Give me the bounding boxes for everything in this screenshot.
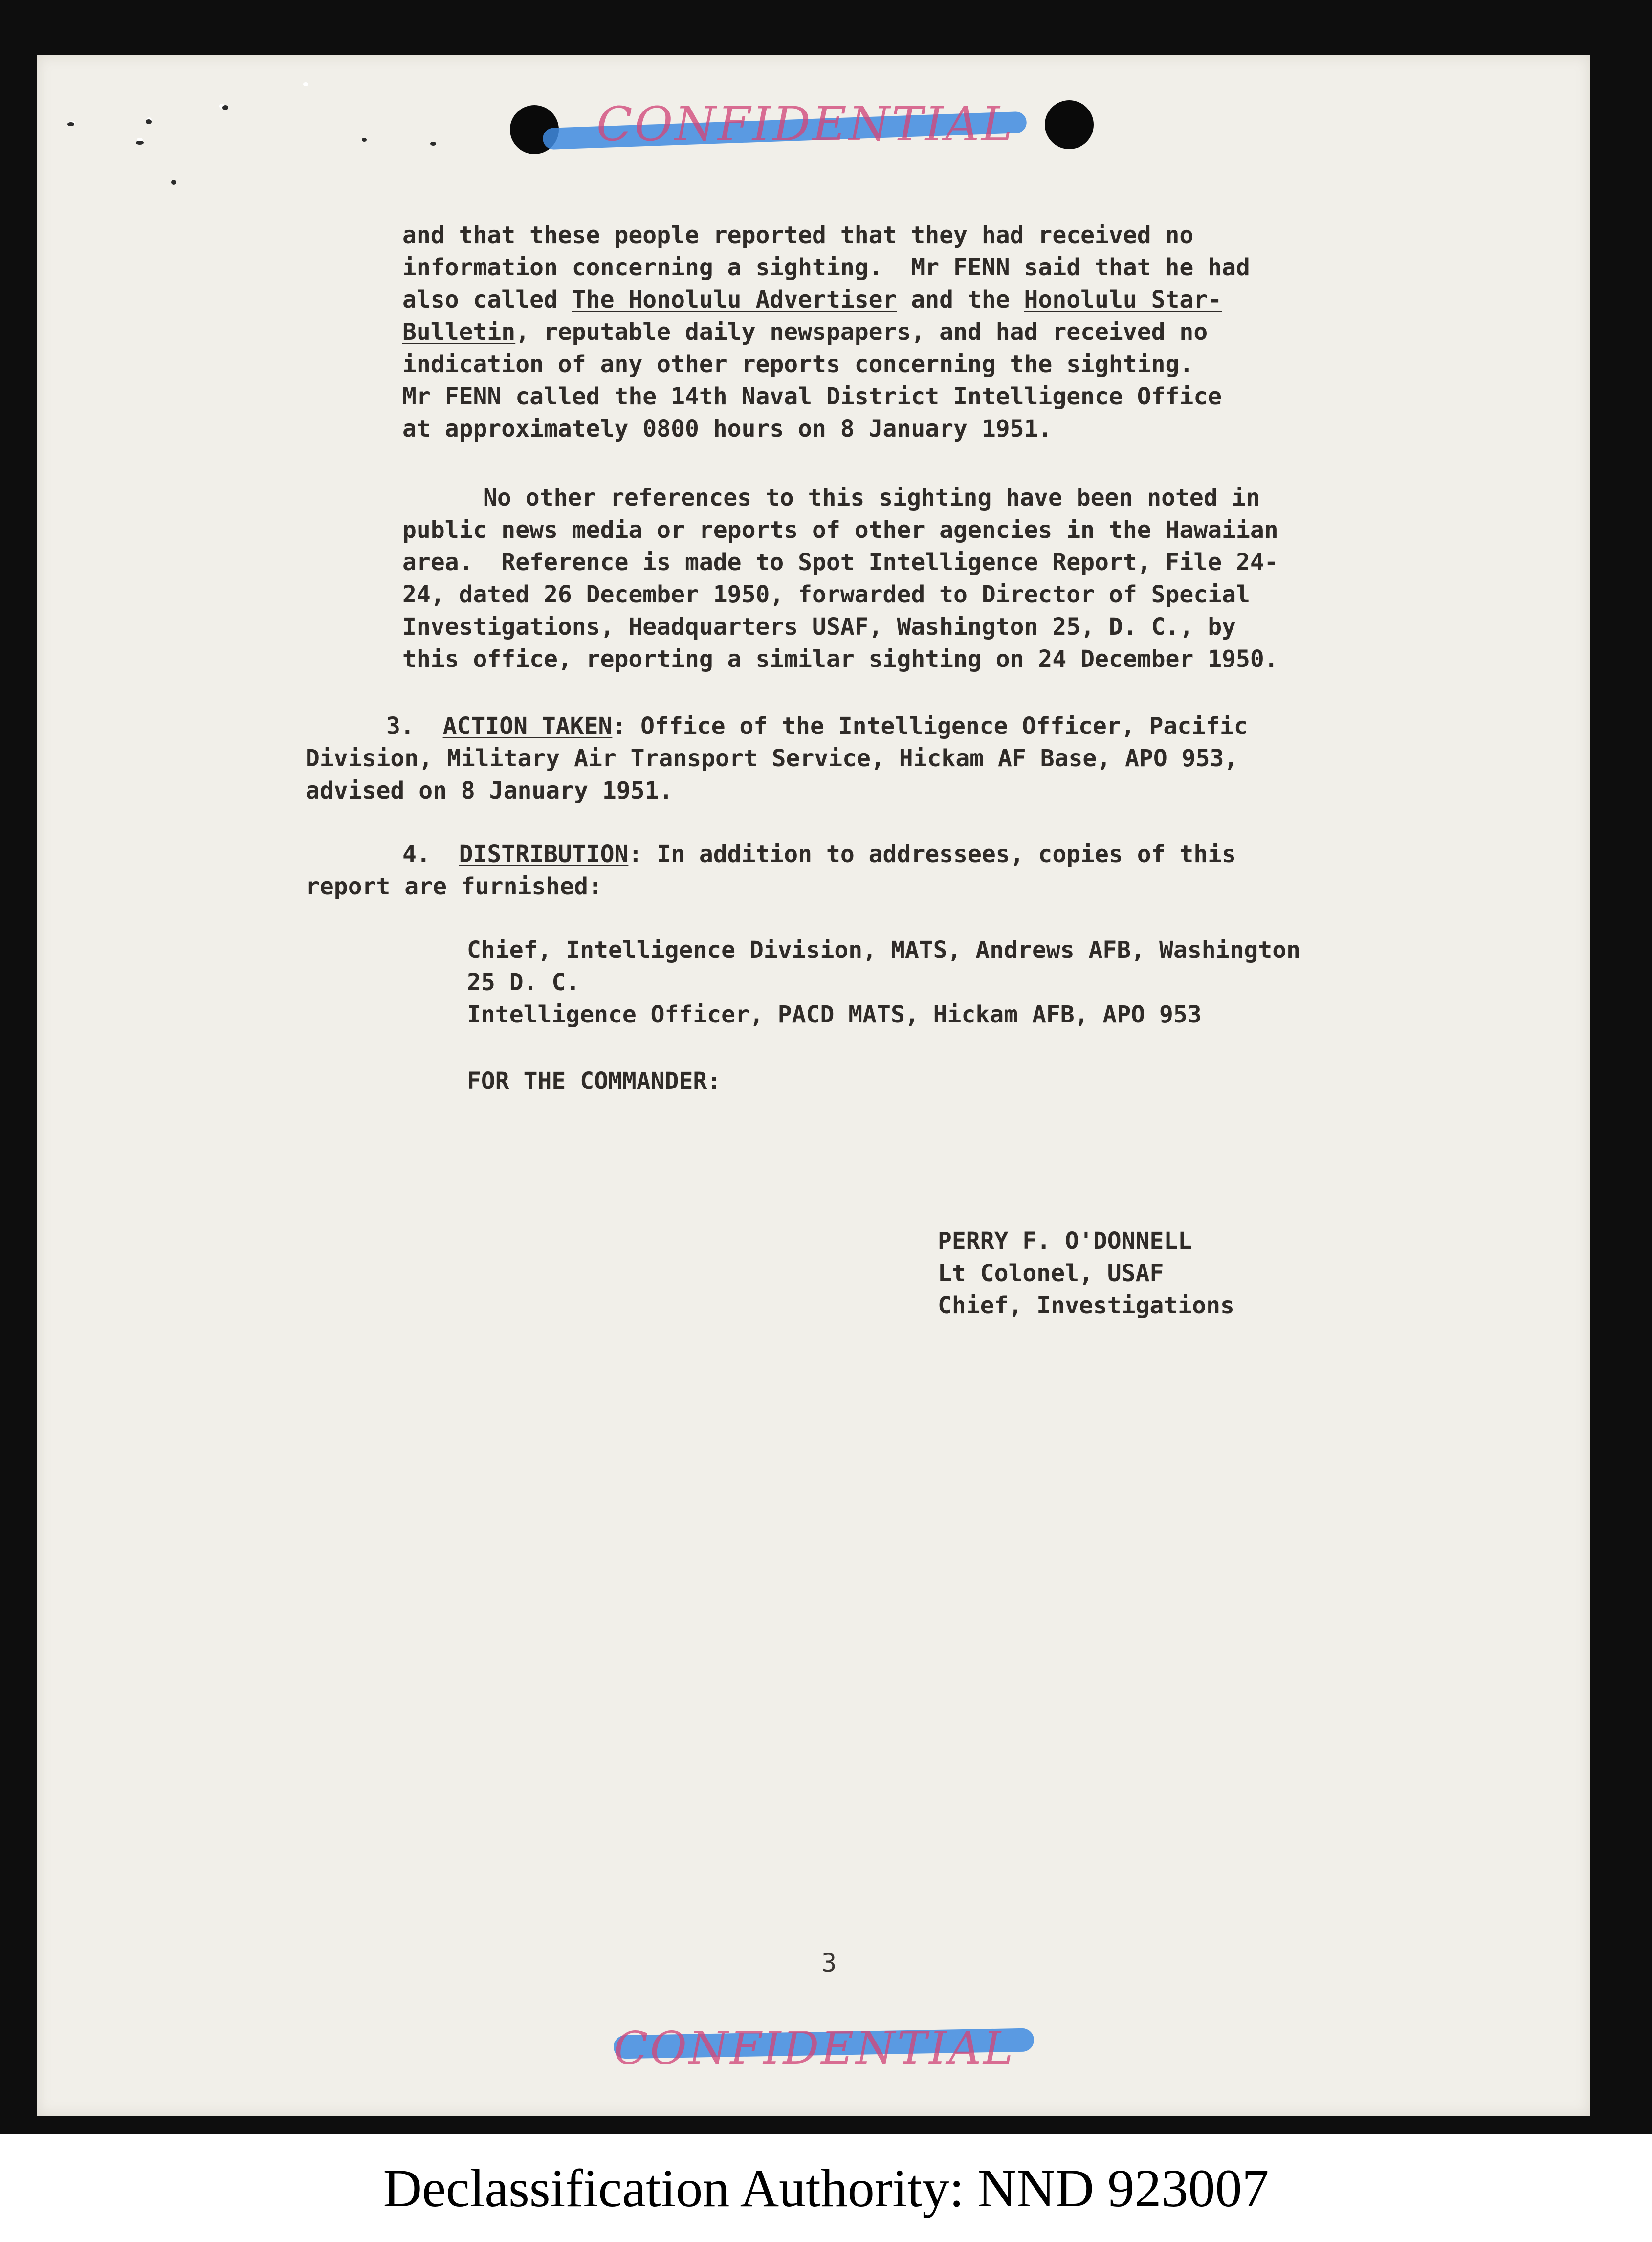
- para2-line2: public news media or reports of other agencies in the Hawaiian: [402, 516, 1278, 544]
- page-number: 3: [821, 1949, 837, 1978]
- para2-line4: 24, dated 26 December 1950, forwarded to Director of Special: [402, 581, 1250, 608]
- signature-rank: Lt Colonel, USAF: [938, 1260, 1164, 1287]
- newspaper-star: Honolulu Star-: [1024, 286, 1222, 313]
- para1-line3-text: also called: [402, 286, 572, 313]
- para3-line2: Division, Military Air Transport Service, Hickam AF Base, APO 953,: [306, 745, 1238, 772]
- speck: [362, 138, 367, 142]
- para1-line4-text: , reputable daily newspapers, and had received no: [515, 318, 1208, 346]
- para1-line7: at approximately 0800 hours on 8 January 1951.: [402, 415, 1053, 443]
- newspaper-advertiser: The Honolulu Advertiser: [572, 286, 897, 313]
- confidential-stamp-top: CONFIDENTIAL: [596, 97, 1014, 152]
- para1-line3-text: and the: [897, 286, 1024, 313]
- declassification-authority: Declassification Authority: NND 923007: [383, 2158, 1269, 2218]
- distribution-item-1-cont: 25 D. C.: [467, 969, 580, 996]
- signature-name: PERRY F. O'DONNELL: [938, 1227, 1192, 1255]
- para2-line6: this office, reporting a similar sighting on 24 December 1950.: [402, 645, 1278, 673]
- closing-line: FOR THE COMMANDER:: [467, 1067, 722, 1095]
- speck: [171, 180, 176, 185]
- para4-number: 4.: [402, 841, 431, 868]
- confidential-stamp-bottom: CONFIDENTIAL: [614, 2022, 1015, 2074]
- para1-line2: information concerning a sighting. Mr FENN said that he had: [402, 254, 1250, 281]
- speck: [430, 142, 436, 146]
- para4-line1-text: : In addition to addressees, copies of this: [628, 841, 1236, 868]
- speck: [303, 82, 308, 86]
- punch-hole-right: [1045, 100, 1094, 149]
- para2-line5: Investigations, Headquarters USAF, Washington 25, D. C., by: [402, 613, 1236, 641]
- signature-title: Chief, Investigations: [938, 1292, 1234, 1319]
- para1-line3: [402, 284, 1222, 316]
- speck: [222, 105, 228, 110]
- para3-number: 3.: [386, 712, 415, 740]
- speck: [146, 119, 152, 124]
- speck: [136, 141, 144, 145]
- para3-line1-text: : Office of the Intelligence Officer, Pacific: [612, 712, 1248, 740]
- para1-line1: and that these people reported that they had received no: [402, 222, 1194, 249]
- para4-line2: report are furnished:: [306, 873, 602, 900]
- distribution-item-2: Intelligence Officer, PACD MATS, Hickam AFB, APO 953: [467, 1001, 1202, 1028]
- para4-line1: [402, 838, 1236, 870]
- para3-line1: [386, 710, 1248, 742]
- distribution-item-1: Chief, Intelligence Division, MATS, Andrews AFB, Washington: [467, 936, 1301, 964]
- para1-line4: [402, 316, 1208, 348]
- para4-heading: DISTRIBUTION: [459, 841, 629, 868]
- para1-line6: Mr FENN called the 14th Naval District Intelligence Office: [402, 383, 1222, 410]
- newspaper-bulletin: Bulletin: [402, 318, 516, 346]
- para2-line3: area. Reference is made to Spot Intelligence Report, File 24-: [402, 549, 1278, 576]
- footer-bar: [0, 2134, 1652, 2242]
- para1-line5: indication of any other reports concerning the sighting.: [402, 351, 1194, 378]
- para2-line1: No other references to this sighting have been noted in: [483, 484, 1260, 511]
- para3-line3: advised on 8 January 1951.: [306, 777, 673, 804]
- para3-heading: ACTION TAKEN: [442, 712, 613, 740]
- speck: [67, 122, 74, 126]
